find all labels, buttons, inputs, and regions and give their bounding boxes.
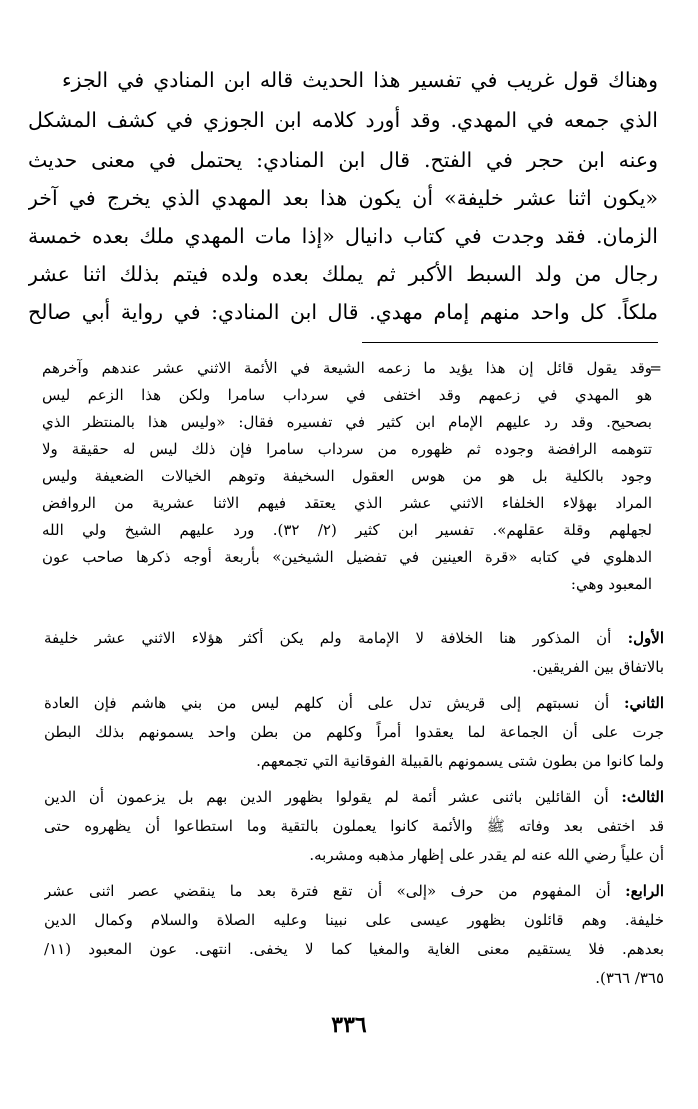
footnote-line: قد اختفى بعد وفاته ﷺ والأئمة كانوا يعملون بالتقية وما استطاعوا أن يظهروه حتى (44, 817, 664, 835)
main-text-line: وهناك قول غريب في تفسير هذا الحديث قاله ابن المنادي في الجزء (62, 68, 658, 92)
footnote-line: وقد يقول قائل إن هذا يؤيد ما زعمه الشيعة في الأئمة الاثني عشر عندهم وآخرهم (42, 359, 652, 377)
footnote-line: المعبود وهي: (570, 575, 652, 593)
footnote-line: خليفة. وهم قائلون بظهور عيسى على نبينا وعليه الصلاة والسلام وكمال الدين (44, 911, 664, 929)
main-text-line: رجال من ولد السبط الأكبر ثم يملك بعده ولده فيتم بذلك اثنا عشر (28, 262, 658, 286)
point-label: الثالث: (621, 788, 664, 806)
footnote-point-second (44, 690, 664, 717)
point-text: أن القائلين باثنى عشر أئمة لم يقولوا بظهور الدين بهم بل يزعمون أن الدين (44, 788, 622, 806)
footnote-line: جرت على أن الجماعة لما يعقدوا أمراً وكلهم من بطن واحد يسمونهم بذلك البطن (44, 723, 664, 741)
point-label: الثاني: (623, 694, 664, 712)
footnote-line: لجهلهم وقلة عقلهم». تفسير ابن كثير (٢/ ٣٢). ورد عليهم الشيخ ولي الله (42, 521, 652, 539)
point-text: أن المفهوم من حرف «إلى» أن تقع فترة بعد ما ينقضي عصر اثنى عشر (44, 882, 626, 900)
footnote-separator (362, 342, 658, 343)
main-text-line: «يكون اثنا عشر خليفة» أن يكون هذا بعد المهدي الذي يخرج في آخر (28, 186, 658, 210)
footnote-line: بعدهم. فلا يستقيم معنى الغاية والمغيا كما لا يخفى. انتهى. عون المعبود (١١/ (44, 940, 664, 958)
point-text: أن المذكور هنا الخلافة لا الإمامة ولم يكن أكثر هؤلاء الاثني عشر خليفة (44, 629, 628, 647)
page-number: ٣٣٦ (331, 1012, 367, 1038)
footnote-line: ٣٦٥/ ٣٦٦). (595, 969, 664, 987)
main-text-line: الذي جمعه في المهدي. وقد أورد كلامه ابن الجوزي في كشف المشكل (28, 108, 658, 132)
point-label: الرابع: (625, 882, 664, 900)
point-text: أن نسبتهم إلى قريش تدل على أن كلهم ليس من بني هاشم فإن العادة (44, 694, 624, 712)
footnote-line: ولما كانوا من بطون شتى يسمونهم بالقبيلة الفوقانية التي تجمعهم. (256, 752, 664, 770)
footnote-line: وجود بالكلية بل هو من هوس العقول السخيفة وتوهم الخيالات الضعيفة وليس (42, 467, 652, 485)
footnote-line: بصحيح. وقد رد عليهم الإمام ابن كثير في تفسيره فقال: «وليس هذا بالمنتظر الذي (42, 413, 652, 431)
footnote-line: أن علياً رضي الله عنه لم يقدر على إظهار مذهبه ومشربه. (309, 846, 664, 864)
footnote-line: هو المهدي في زعمهم وقد اختفى في سرداب سامرا ولكن هذا الزعم ليس (42, 386, 652, 404)
main-text-line: ملكاً. كل واحد منهم إمام مهدي. قال ابن المنادي: في رواية أبي صالح (28, 300, 658, 324)
point-label: الأول: (627, 629, 664, 647)
main-text-line: وعنه ابن حجر في الفتح. قال ابن المنادي: يحتمل في معنى حديث (28, 148, 658, 172)
main-text-line: الزمان. فقد وجدت في كتاب دانيال «إذا مات المهدي ملك بعده خمسة (28, 224, 658, 248)
footnote-marker: = (649, 359, 662, 377)
footnote-line: الدهلوي في كتابه «قرة العينين في تفضيل الشيخين» بأربعة أوجه ذكرها صاحب عون (42, 548, 652, 566)
footnote-line: تتوهمه الرافضة وجوده ثم ظهوره من سرداب سامرا فإن ذلك ليس له حقيقة ولا (42, 440, 652, 458)
footnote-point-first (44, 625, 664, 652)
footnote-point-fourth (44, 878, 664, 905)
footnote-line: بالاتفاق بين الفريقين. (531, 658, 664, 676)
footnote-line: المراد بهؤلاء الخلفاء الاثني عشر الذي يعتقد فيهم الاثنا عشرية من الروافض (42, 494, 652, 512)
footnote-point-third (44, 784, 664, 811)
